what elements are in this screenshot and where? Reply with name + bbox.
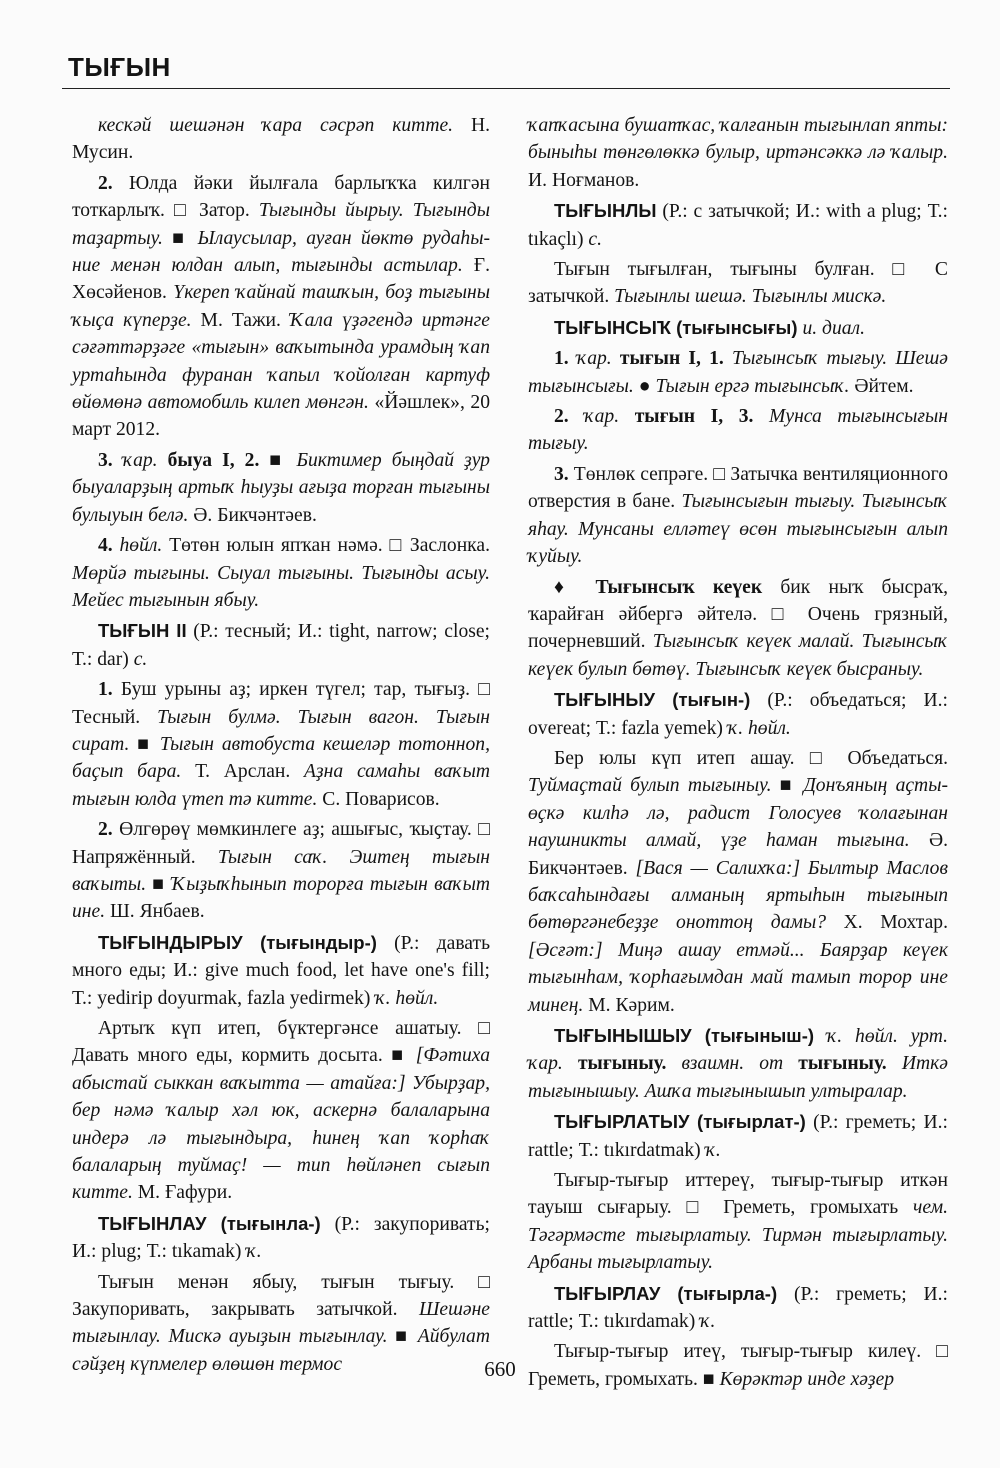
right-column xyxy=(528,112,948,1396)
dictionary-paragraph: Тығыр-тығыр итеү, тығыр-тығыр килеү. □ Греметь, громыхать. ■ Көрәктәр инде хәҙер xyxy=(528,1341,948,1390)
dictionary-paragraph: Бер юлы күп итеп ашау. □ Объедаться. Туймаҫтай булып тығыныу. ■ Донъяның аҫты-өҫкә килһә лә, радист Голосуев ҡолағынан наушникты алмай, үҙе һаман тығына. Ә. Бикчәнтәев. [Вася — Салихҡа:] Былтыр Маслов баҡсаһындағы алманың яртыһын тығынып бөтөргәнебеҙҙе оноттоң дамы? Х. Мохтар. [Әсғәт:] Миңә ашау етмәй... Баярҙар кеүек тығынһам, ҡорһағымдан май тамып торор ине минең. М. Кәрим. xyxy=(528,747,949,1016)
dictionary-paragraph: ТЫҒЫНЛЫ (Р.: с затычкой; И.: with a plug; Т.: tıkaçlı) с. xyxy=(528,200,948,250)
dictionary-paragraph: ♦ Тығынсыҡ кеүек бик ныҡ бысраҡ, ҡарайған әйбергә әйтелә. □ Очень грязный, почерневший. Тығынсыҡ кеүек малай. Тығынсыҡ кеүек булып бөтөү. Тығынсыҡ кеүек бысраныу. xyxy=(528,576,948,680)
dictionary-paragraph: 3. ҡар. быуа I, 2. ■ Биктимер быңдай ҙур быуаларҙың артыҡ һыуҙы ағыҙа торған тығыны булыуын белә. Ә. Бикчәнтәев. xyxy=(72,449,490,526)
dictionary-paragraph: Тығын тығылған, тығыны булған. □ С затычкой. Тығынлы шешә. Тығынлы мискә. xyxy=(528,259,948,308)
dictionary-paragraph: 3. Төнлөк сепрәге. □ Затычка вентиляционного отверстия в бане. Тығынсығын тығыу. Тығынсыҡ яһау. Мунсаны елләтеү өсөн тығынсығын алып ҡуйыу. xyxy=(528,463,949,568)
dictionary-paragraph: 1. ҡар. тығын I, 1. Тығынсыҡ тығыу. Шешә тығынсығы. ● Тығын ергә тығынсыҡ. Әйтем. xyxy=(528,348,948,397)
dictionary-paragraph: ТЫҒЫРЛАУ (тығырла-) (Р.: греметь; И.: rattle; Т.: tıkırdamak) ҡ. xyxy=(528,1282,948,1333)
dictionary-paragraph: Тығын менән ябыу, тығын тығыу. □ Закупоривать, закрывать затычкой. Шешәне тығынлау. Мискә ауыҙын тығынлау. ■ Айбулат сәйҙең күпмелер өлөшөн термос xyxy=(72,1271,490,1375)
dictionary-paragraph: ТЫҒЫНСЫҠ (тығынсығы) и. диал. xyxy=(554,316,865,339)
dictionary-paragraph: 2. Өлгөрөү мөмкинлеге аҙ; ашығыс, ҡыҫтау. □ Напряжённый. Тығын саҡ. Эштең тығын ваҡыты. ■ Ҡыҙыҡһынып торорға тығын ваҡыт ине. Ш. Янбаев. xyxy=(72,819,490,923)
dictionary-paragraph: 4. һөйл. Төтөн юлын япҡан нәмә. □ Заслонка. Мөрйә тығыны. Сыуал тығыны. Тығынды асыу. Мейес тығынын ябыу. xyxy=(72,535,491,611)
dictionary-paragraph: ТЫҒЫНЫУ (тығын-) (Р.: объедаться; И.: overeat; Т.: fazla yemek) ҡ. һөйл. xyxy=(528,689,948,739)
dictionary-paragraph: ТЫҒЫРЛАТЫУ (тығырлат-) (Р.: греметь; И.: rattle; Т.: tıkırdatmak) ҡ. xyxy=(528,1111,948,1161)
dictionary-paragraph: ҡапҡасына бушатҡас, ҡалғанын тығынлап япты: быныһы төнгөлөккә булыр, иртәнсәккә лә ҡалыр. И. Ноғманов. xyxy=(528,115,948,191)
dictionary-paragraph: ТЫҒЫНЫШЫУ (тығыныш-) ҡ. һөйл. урт. ҡар. тығыныу. взаимн. от тығыныу. Иткә тығынышыу. Ашҡа тығынышып ултыралар. xyxy=(528,1025,948,1102)
dictionary-paragraph: Артыҡ күп итеп, бүктергәнсе ашатыу. □ Давать много еды, кормить досыта. ■ [Фәтиха абыстай сыккан ваҡытта — атайға:] Убырҙар, бер нәмә ҡалыр хәл юк, аскернә балаларына индерә лә тығындыра, һинең ҡап ҡорһаҡ балаларың туймаҫ! — тип һөйләнеп сығып китте. М. Ғафури. xyxy=(72,1018,490,1204)
running-head: ТЫҒЫН xyxy=(68,52,171,82)
page-number: 660 xyxy=(484,1357,516,1381)
dictionary-paragraph: ТЫҒЫНЛАУ (тығынла-) (Р.: закупоривать; И.: plug; Т.: tıkamak) ҡ. xyxy=(72,1212,490,1263)
dictionary-paragraph: кескәй шешәнән ҡара сәсрәп китте. Н. Мусин. xyxy=(72,115,491,164)
dictionary-paragraph: ТЫҒЫН II (Р.: тесный; И.: tight, narrow; close; Т.: dar) с. xyxy=(72,620,491,670)
dictionary-paragraph: Тығыр-тығыр иттереү, тығыр-тығыр иткән тауыш сығарыу. □ Греметь, громыхать чем. Тәгәрмәсте тығырлатыу. Тирмән тығырлатыу. Арбаны тығырлатыу. xyxy=(528,1170,948,1274)
left-column xyxy=(72,112,490,1381)
dictionary-paragraph: 1. Буш урыны аҙ; иркен түгел; тар, тығыҙ. □ Тесный. Тығын булмә. Тығын вагон. Тығын сират. ■ Тығын автобуста кешеләр тотонноп, баҫып бара. Т. Арслан. Аҙна самаһы ваҡыт тығын юлда үтеп тә китте. С. Поварисов. xyxy=(72,679,490,810)
dictionary-paragraph: 2. ҡар. тығын I, 3. Мунса тығынсығын тығыу. xyxy=(528,406,948,455)
header-rule xyxy=(62,88,950,89)
dictionary-paragraph: ТЫҒЫНДЫРЫУ (тығындыр-) (Р.: давать много еды; И.: give much food, let have one's fill; Т.: yedirip doyurmak, fazla yedirmek) ҡ. һөйл. xyxy=(72,931,490,1009)
dictionary-paragraph: 2. Юлда йәки йылғала барлыҡҡа килгән тоткарлыҡ. □ Затор. Тығынды йырыу. Тығынды таҙартыу. ■ Ылаусылар, ауған йөктө рудаһы-ние менән юлдан алып, тығынды астылар. Ғ. Хөсәйенов. Үкереп ҡайнай ташҡын, боҙ тығыны ҡыҫа күперҙе. М. Тажи. Ҡала үҙәгендә иртәнге сәғәттәрҙәге «тығын» ваҡытында урамдың ҡап уртаһында фуранан ҡапыл ҡойолған картуф өйөмөнә автомобиль килеп мөнгән. «Йәшлек», 20 март 2012. xyxy=(72,172,491,441)
